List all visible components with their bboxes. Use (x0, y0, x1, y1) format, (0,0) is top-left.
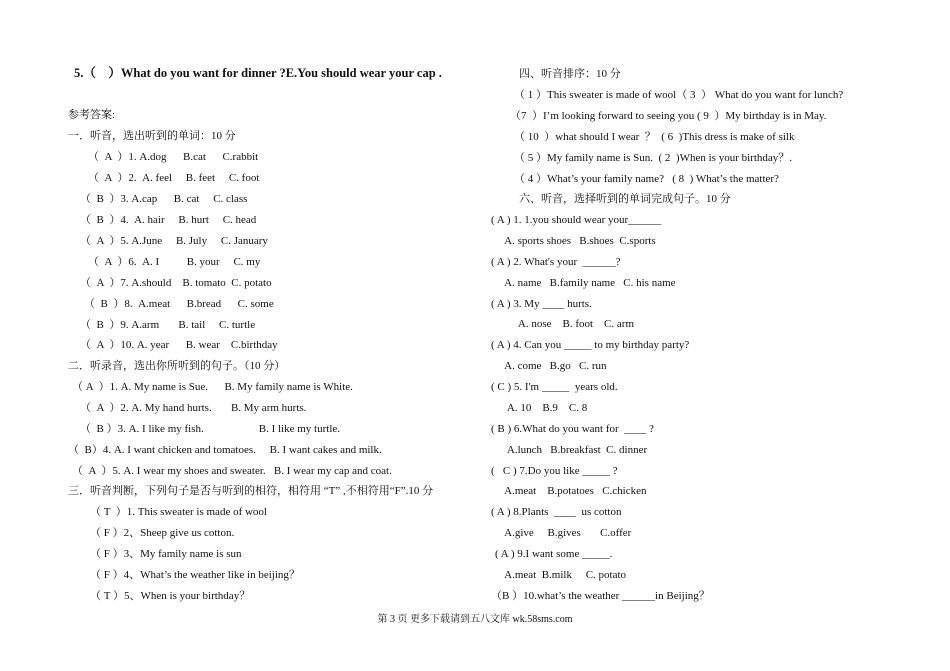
s6-line-12: A.lunch B.breakfast C. dinner (491, 444, 648, 456)
s1-item-4: （ B ）4. A. hair B. hurt C. head (80, 214, 257, 226)
s6-line-4: A. name B.family name C. his name (491, 277, 676, 289)
s6-line-18: A.meat B.milk C. potato (491, 569, 627, 581)
s6-line-10: A. 10 B.9 C. 8 (491, 402, 588, 414)
s2-item-4: （ B）4. A. I want chicken and tomatoes. B. I want cakes and milk. (68, 444, 382, 456)
s1-item-9: （ B ）9. A.arm B. tail C. turtle (80, 319, 256, 331)
s4-item-2: （7 ）I’m looking forward to seeing you ( 9 ）My birthday is in May. (510, 110, 827, 122)
s6-line-14: A.meat B.potatoes C.chicken (491, 485, 647, 497)
s2-item-5: （ A ）5. A. I wear my shoes and sweater. B. I wear my cap and coat. (72, 465, 392, 477)
s3-item-2: （ F ）2、Sheep give us cotton. (90, 527, 235, 539)
s6-line-11: ( B ) 6.What do you want for ____ ? (491, 423, 654, 435)
s6-line-16: A.give B.gives C.offer (491, 527, 632, 539)
s6-line-7: ( A ) 4. Can you _____ to my birthday party? (491, 339, 690, 351)
s1-item-7: （ A ）7. A.should B. tomato C. potato (80, 277, 272, 289)
s6-line-15: ( A ) 8.Plants ____ us cotton (491, 506, 622, 518)
s2-item-3: （ B ）3. A. I like my fish. B. I like my turtle. (80, 423, 341, 435)
section-4-title: 四、听音排序：10 分 (519, 68, 621, 80)
s6-line-17: ( A ) 9.I want some _____. (495, 548, 613, 560)
s4-item-1: （ 1 ）This sweater is made of wool（ 3 ） What do you want for lunch? (514, 89, 844, 101)
section-6-title: 六、听音，选择听到的单词完成句子。10 分 (519, 193, 731, 205)
s4-item-3: （ 10 ）what should I wear ？ ( 6 )This dress is make of silk (514, 131, 795, 143)
s4-item-4: （ 5 ）My family name is Sun. ( 2 )When is your birthday？. (514, 152, 793, 164)
s1-item-10: （ A ）10. A. year B. wear C.birthday (80, 339, 278, 351)
answer-title: 参考答案: (68, 109, 116, 121)
question-5-header: 5.（ ）What do you want for dinner ?E.You should wear your cap . (74, 66, 442, 80)
s1-item-8: （ B ）8. A.meat B.bread C. some (84, 298, 274, 310)
s2-item-2: （ A ）2. A. My hand hurts. B. My arm hurts. (80, 402, 307, 414)
s6-line-5: ( A ) 3. My ____ hurts. (491, 298, 592, 310)
page-footer: 第 3 页 更多下载请到五八文库 wk.58sms.com (377, 614, 573, 625)
s6-line-9: ( C ) 5. I'm _____ years old. (491, 381, 618, 393)
s6-line-2: A. sports shoes B.shoes C.sports (491, 235, 656, 247)
s1-item-6: （ A ）6. A. I B. your C. my (88, 256, 261, 268)
s1-item-1: （ A ）1. A.dog B.cat C.rabbit (88, 151, 259, 163)
s3-item-1: （ T ）1. This sweater is made of wool (90, 506, 267, 518)
s3-item-4: （ F ）4、What’s the weather like in beijing？ (90, 569, 300, 581)
s1-item-3: （ B ）3. A.cap B. cat C. class (80, 193, 248, 205)
section-2-title: 二．听录音，选出你所听到的句子。（10 分） (68, 360, 286, 372)
s3-item-5: （ T ）5、When is your birthday？ (90, 590, 251, 602)
s6-line-8: A. come B.go C. run (491, 360, 607, 372)
s2-item-1: （ A ）1. A. My name is Sue. B. My family name is White. (72, 381, 353, 393)
s1-item-5: （ A ）5. A.June B. July C. January (80, 235, 268, 247)
s6-line-19: （B ）10.what’s the weather ______in Beijing？ (491, 590, 710, 602)
s1-item-2: （ A ）2. A. feel B. feet C. foot (88, 172, 260, 184)
s6-line-1: ( A ) 1. 1.you should wear your______ (491, 214, 662, 226)
s6-line-13: ( C ) 7.Do you like _____ ? (491, 465, 618, 477)
s4-item-5: （ 4 ）What’s your family name? ( 8 ) What’s the matter? (514, 173, 779, 185)
s3-item-3: （ F ）3、My family name is sun (90, 548, 242, 560)
s6-line-6: A. nose B. foot C. arm (491, 318, 634, 330)
section-3-title: 三．听音判断，下列句子是否与听到的相符，相符用 “T” ,不相符用“F”.10 分 (68, 485, 434, 497)
s6-line-3: ( A ) 2. What's your ______? (491, 256, 621, 268)
section-1-title: 一．听音，选出听到的单词：10 分 (68, 130, 236, 142)
